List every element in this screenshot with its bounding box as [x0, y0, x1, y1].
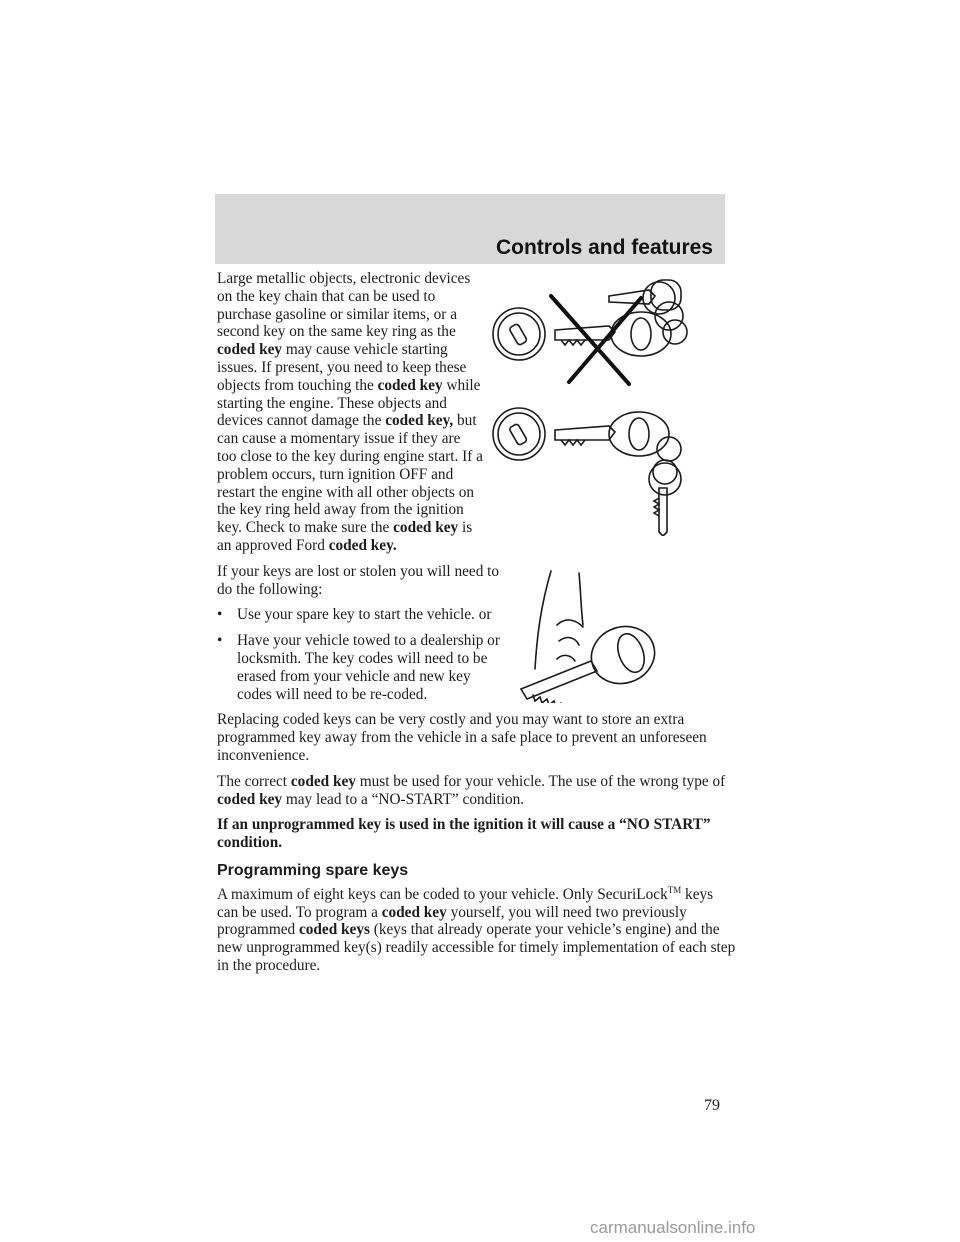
list-item: • Use your spare key to start the vehicle. or — [217, 606, 492, 624]
page-number: 79 — [704, 1097, 720, 1114]
paragraph-metallic-objects: Large metallic objects, electronic devices on the key chain that can be used to purchase gasoline or similar items, or a second key on the same key ring as the coded key may cause vehicle starting issues. If present, you need to keep these objects from touching the coded key while starting the engine. These objects and devices cannot damage the coded key, but can cause a momentary issue if they are too close to the key during engine start. If a problem occurs, turn ignition OFF and restart the engine with all other objects on the key ring held away from the ignition key. Check to make sure the coded key is an approved Ford coded key. — [217, 270, 483, 554]
watermark[interactable]: carmanualsonline.info — [590, 1218, 756, 1237]
warning-no-start: If an unprogrammed key is used in the ignition it will cause a “NO START” condition. — [217, 816, 711, 852]
subheading-programming: Programming spare keys — [217, 861, 409, 879]
bullet-glyph: • — [217, 606, 223, 624]
key-ring-illustration — [489, 274, 711, 536]
trademark-mark: TM — [667, 884, 682, 895]
paragraph-replacing-keys: Replacing coded keys can be very costly and you may want to store an extra programmed key away from the vehicle in a safe place to prevent an unforeseen inconvenience. — [217, 711, 707, 764]
paragraph-programming: A maximum of eight keys can be coded to your vehicle. Only SecuriLock™ keys can be used. To program a coded key yourself, you will need two previously programmed coded keys (keys that already operate your vehicle’s engine) and the new unprogrammed key(s) readily accessible for timely implementation of each step in the procedure. — [217, 884, 736, 974]
list-item: • Have your vehicle towed to a dealership or locksmith. The key codes will need to be erased from your vehicle and new key codes will need to be re-coded. — [217, 632, 500, 703]
paragraph-lost-keys: If your keys are lost or stolen you will need to do the following: — [217, 562, 500, 598]
paragraph-correct-key: The correct coded key must be used for your vehicle. The use of the wrong type of coded key may lead to a “NO-START” condition. — [217, 772, 726, 808]
bullet-glyph: • — [217, 632, 223, 650]
section-header — [215, 194, 725, 264]
section-title: Controls and features — [495, 236, 713, 259]
page-content — [217, 270, 737, 983]
